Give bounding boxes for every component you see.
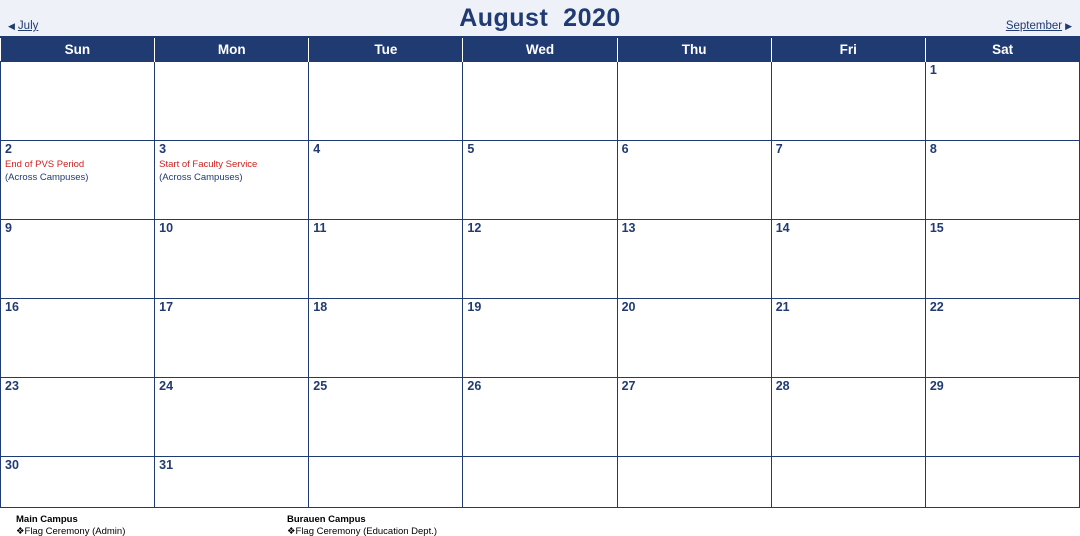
- calendar-cell-empty: [309, 457, 463, 508]
- day-number: 11: [313, 221, 327, 235]
- calendar-footer: [0, 508, 1080, 536]
- day-number: 18: [313, 300, 328, 314]
- day-number: 16: [5, 300, 19, 314]
- calendar-day-cell[interactable]: [309, 141, 463, 220]
- note-main-campus-item: ❖Flag Ceremony (Admin): [16, 526, 126, 536]
- calendar-day-cell[interactable]: [617, 220, 771, 299]
- calendar-day-cell[interactable]: [463, 299, 617, 378]
- calendar-day-cell[interactable]: [617, 299, 771, 378]
- day-number: 24: [159, 379, 174, 393]
- calendar-day-cell[interactable]: [1, 220, 155, 299]
- day-number: 1: [929, 63, 937, 77]
- next-month-label: September: [1005, 20, 1063, 32]
- weekday-header-tue: Tue: [309, 38, 463, 62]
- calendar-day-cell[interactable]: [309, 220, 463, 299]
- weekday-header-sat: Sat: [925, 38, 1079, 62]
- day-number: 7: [775, 142, 783, 156]
- day-number: 29: [929, 379, 944, 393]
- calendar-day-cell[interactable]: [925, 141, 1079, 220]
- calendar-week-row: [1, 378, 1080, 457]
- calendar-day-cell[interactable]: [463, 220, 617, 299]
- calendar-day-cell[interactable]: [771, 141, 925, 220]
- calendar-week-row: [1, 299, 1080, 378]
- day-number: 23: [5, 379, 19, 393]
- calendar-cell-empty: [463, 62, 617, 141]
- calendar-day-cell[interactable]: [463, 141, 617, 220]
- day-number: 28: [775, 379, 790, 393]
- day-number: 27: [621, 379, 636, 393]
- calendar-day-cell[interactable]: [463, 378, 617, 457]
- day-number: 22: [929, 300, 944, 314]
- weekday-header-mon: Mon: [155, 38, 309, 62]
- calendar-cell-empty: [771, 457, 925, 508]
- calendar-day-cell[interactable]: [155, 141, 309, 220]
- day-number: 30: [5, 458, 19, 472]
- calendar-day-cell[interactable]: [1, 299, 155, 378]
- calendar-cell-empty: [925, 457, 1079, 508]
- prev-month-link[interactable]: [8, 20, 38, 32]
- left-arrow-icon: ◀: [8, 20, 15, 31]
- day-number: 6: [621, 142, 629, 156]
- calendar-day-cell[interactable]: [1, 457, 155, 508]
- weekday-header-thu: Thu: [617, 38, 771, 62]
- calendar-body: [1, 62, 1080, 508]
- day-number: 21: [775, 300, 790, 314]
- calendar-day-cell[interactable]: [771, 299, 925, 378]
- note-burauen-campus: [287, 514, 437, 536]
- day-number: 26: [467, 379, 482, 393]
- calendar-event[interactable]: Start of Faculty Service: [159, 159, 258, 170]
- day-number: 15: [929, 221, 944, 235]
- calendar-week-row: [1, 457, 1080, 508]
- calendar-day-cell[interactable]: [155, 299, 309, 378]
- day-number: 5: [467, 142, 475, 156]
- weekday-header-fri: Fri: [771, 38, 925, 62]
- day-number: 19: [467, 300, 482, 314]
- calendar-day-cell[interactable]: [617, 378, 771, 457]
- weekday-header-wed: Wed: [463, 38, 617, 62]
- calendar-day-cell[interactable]: [309, 378, 463, 457]
- day-number: 9: [5, 221, 12, 235]
- calendar-event[interactable]: (Across Campuses): [159, 172, 243, 183]
- weekday-header-row: [1, 38, 1080, 62]
- calendar-day-cell[interactable]: [771, 378, 925, 457]
- day-events: [155, 156, 308, 184]
- calendar-day-cell[interactable]: [617, 141, 771, 220]
- calendar-day-cell[interactable]: [155, 378, 309, 457]
- calendar-cell-empty: [309, 62, 463, 141]
- note-main-campus-title: Main Campus: [16, 514, 78, 525]
- note-main-campus: [16, 514, 125, 536]
- calendar-cell-empty: [617, 457, 771, 508]
- calendar-week-row: [1, 220, 1080, 299]
- day-number: 3: [159, 142, 167, 156]
- day-number: 8: [929, 142, 937, 156]
- note-burauen-campus-title: Burauen Campus: [287, 514, 366, 525]
- calendar-day-cell[interactable]: [925, 220, 1079, 299]
- calendar-event[interactable]: (Across Campuses): [5, 172, 89, 183]
- day-number: 2: [5, 142, 12, 156]
- calendar-day-cell[interactable]: [1, 378, 155, 457]
- page-title: August 2020: [459, 3, 621, 32]
- day-number: 4: [313, 142, 321, 156]
- calendar-day-cell[interactable]: [925, 299, 1079, 378]
- day-number: 25: [313, 379, 328, 393]
- calendar-week-row: [1, 141, 1080, 220]
- note-burauen-campus-item: ❖Flag Ceremony (Education Dept.): [287, 526, 438, 536]
- calendar-cell-empty: [463, 457, 617, 508]
- calendar-day-cell[interactable]: [925, 62, 1079, 141]
- next-month-link[interactable]: [1006, 20, 1072, 32]
- day-number: 10: [159, 221, 174, 235]
- calendar-day-cell[interactable]: [155, 457, 309, 508]
- calendar-week-row: [1, 62, 1080, 141]
- calendar-header: [0, 0, 1080, 38]
- calendar-cell-empty: [771, 62, 925, 141]
- calendar-day-cell[interactable]: [155, 220, 309, 299]
- right-arrow-icon: ▶: [1065, 20, 1072, 31]
- day-number: 13: [621, 221, 636, 235]
- day-number: 14: [775, 221, 790, 235]
- calendar-grid: [0, 38, 1080, 508]
- day-number: 31: [159, 458, 174, 472]
- calendar-day-cell[interactable]: [309, 299, 463, 378]
- calendar-day-cell[interactable]: [771, 220, 925, 299]
- calendar-event[interactable]: End of PVS Period: [5, 159, 85, 170]
- calendar-day-cell[interactable]: [925, 378, 1079, 457]
- calendar-day-cell[interactable]: [1, 141, 155, 220]
- weekday-header-sun: Sun: [1, 38, 155, 62]
- prev-month-label: July: [17, 20, 39, 32]
- calendar-cell-empty: [1, 62, 155, 141]
- calendar-cell-empty: [155, 62, 309, 141]
- day-number: 17: [159, 300, 174, 314]
- day-number: 20: [621, 300, 636, 314]
- day-events: [1, 156, 154, 184]
- calendar-cell-empty: [617, 62, 771, 141]
- day-number: 12: [467, 221, 482, 235]
